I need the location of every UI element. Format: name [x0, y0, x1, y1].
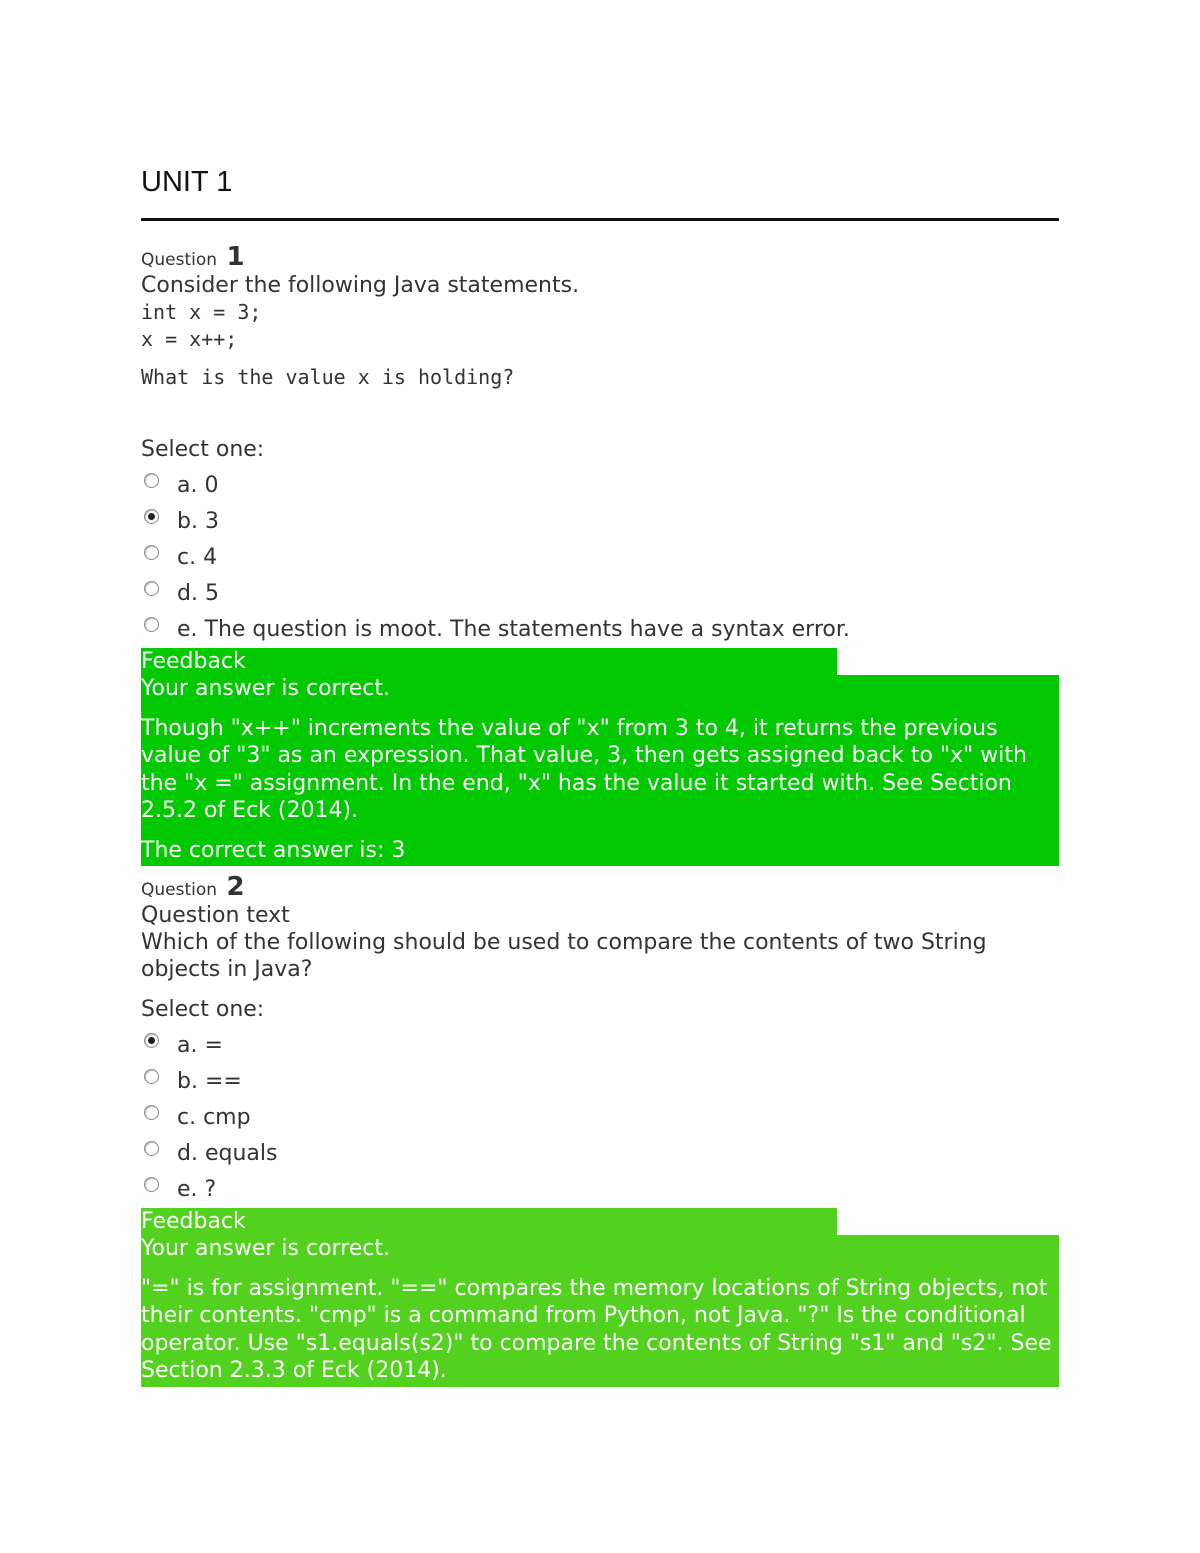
radio-button[interactable]: [144, 1177, 159, 1192]
question-header: [141, 244, 1059, 272]
answer-option-e[interactable]: [141, 612, 1059, 648]
title-divider: [141, 218, 1059, 221]
feedback-status: Your answer is correct.: [141, 676, 391, 701]
select-one-label: Select one:: [141, 997, 265, 1022]
question-number: 2: [226, 872, 245, 902]
option-label: a. 0: [177, 473, 219, 498]
option-label: d. equals: [177, 1141, 278, 1166]
option-label: e. ?: [177, 1177, 217, 1202]
code-line: x = x++;: [141, 327, 238, 351]
feedback-panel: [141, 675, 1059, 866]
radio-button[interactable]: [144, 1069, 159, 1084]
answer-option-a[interactable]: [141, 1028, 1059, 1064]
option-label: b. ==: [177, 1069, 242, 1094]
radio-button-selected[interactable]: [144, 509, 159, 524]
question-label: Question: [141, 250, 218, 270]
unit-title: UNIT 1: [141, 166, 233, 198]
question-header: [141, 874, 1059, 902]
question-label: Question: [141, 880, 218, 900]
answer-option-c[interactable]: [141, 540, 1059, 576]
radio-button[interactable]: [144, 1141, 159, 1156]
option-label: c. cmp: [177, 1105, 251, 1130]
option-label: b. 3: [177, 509, 219, 534]
answer-option-d[interactable]: [141, 1136, 1059, 1172]
feedback-explanation: "=" is for assignment. "==" compares the memory locations of String objects, not their contents. "cmp" is a command from Python, not Java. "?" Is the conditional operator. Use "s1.equals(s2)" to compare the contents of String "s1" and "s2". See Section 2.3.3 of Eck (2014).: [141, 1275, 1052, 1383]
radio-button[interactable]: [144, 617, 159, 632]
radio-button-selected[interactable]: [144, 1033, 159, 1048]
answer-option-b[interactable]: [141, 504, 1059, 540]
feedback-status: Your answer is correct.: [141, 1236, 391, 1261]
feedback-panel: [141, 1235, 1059, 1387]
radio-button[interactable]: [144, 473, 159, 488]
answer-options: [141, 468, 1059, 648]
answer-option-e[interactable]: [141, 1172, 1059, 1208]
option-label: c. 4: [177, 545, 218, 570]
answer-option-b[interactable]: [141, 1064, 1059, 1100]
feedback-label: Feedback: [141, 1208, 837, 1235]
correct-answer: The correct answer is: 3: [141, 837, 406, 863]
answer-option-a[interactable]: [141, 468, 1059, 504]
question-1: [141, 244, 1059, 866]
radio-button[interactable]: [144, 545, 159, 560]
radio-button[interactable]: [144, 581, 159, 596]
feedback-explanation: Though "x++" increments the value of "x" from 3 to 4, it returns the previous value of "3" as an expression. That value, 3, then gets assigned back to "x" with the "x =" assignment. In the end, "x" has the value it started with. See Section 2.5.2 of Eck (2014).: [141, 715, 1027, 823]
question-number: 1: [226, 242, 245, 272]
select-one-label: Select one:: [141, 437, 265, 462]
question-subheading: Question text: [141, 903, 290, 928]
question-prompt: Which of the following should be used to compare the contents of two String objects in Java?: [141, 930, 987, 982]
option-label: e. The question is moot. The statements have a syntax error.: [177, 617, 850, 642]
answer-option-c[interactable]: [141, 1100, 1059, 1136]
question-prompt: Consider the following Java statements.: [141, 273, 580, 298]
answer-options: [141, 1028, 1059, 1208]
code-question: What is the value x is holding?: [141, 365, 515, 389]
code-line: int x = 3;: [141, 300, 262, 324]
option-label: a. =: [177, 1033, 223, 1058]
feedback-label: Feedback: [141, 648, 837, 675]
question-2: [141, 874, 1059, 1387]
option-label: d. 5: [177, 581, 219, 606]
answer-option-d[interactable]: [141, 576, 1059, 612]
radio-button[interactable]: [144, 1105, 159, 1120]
